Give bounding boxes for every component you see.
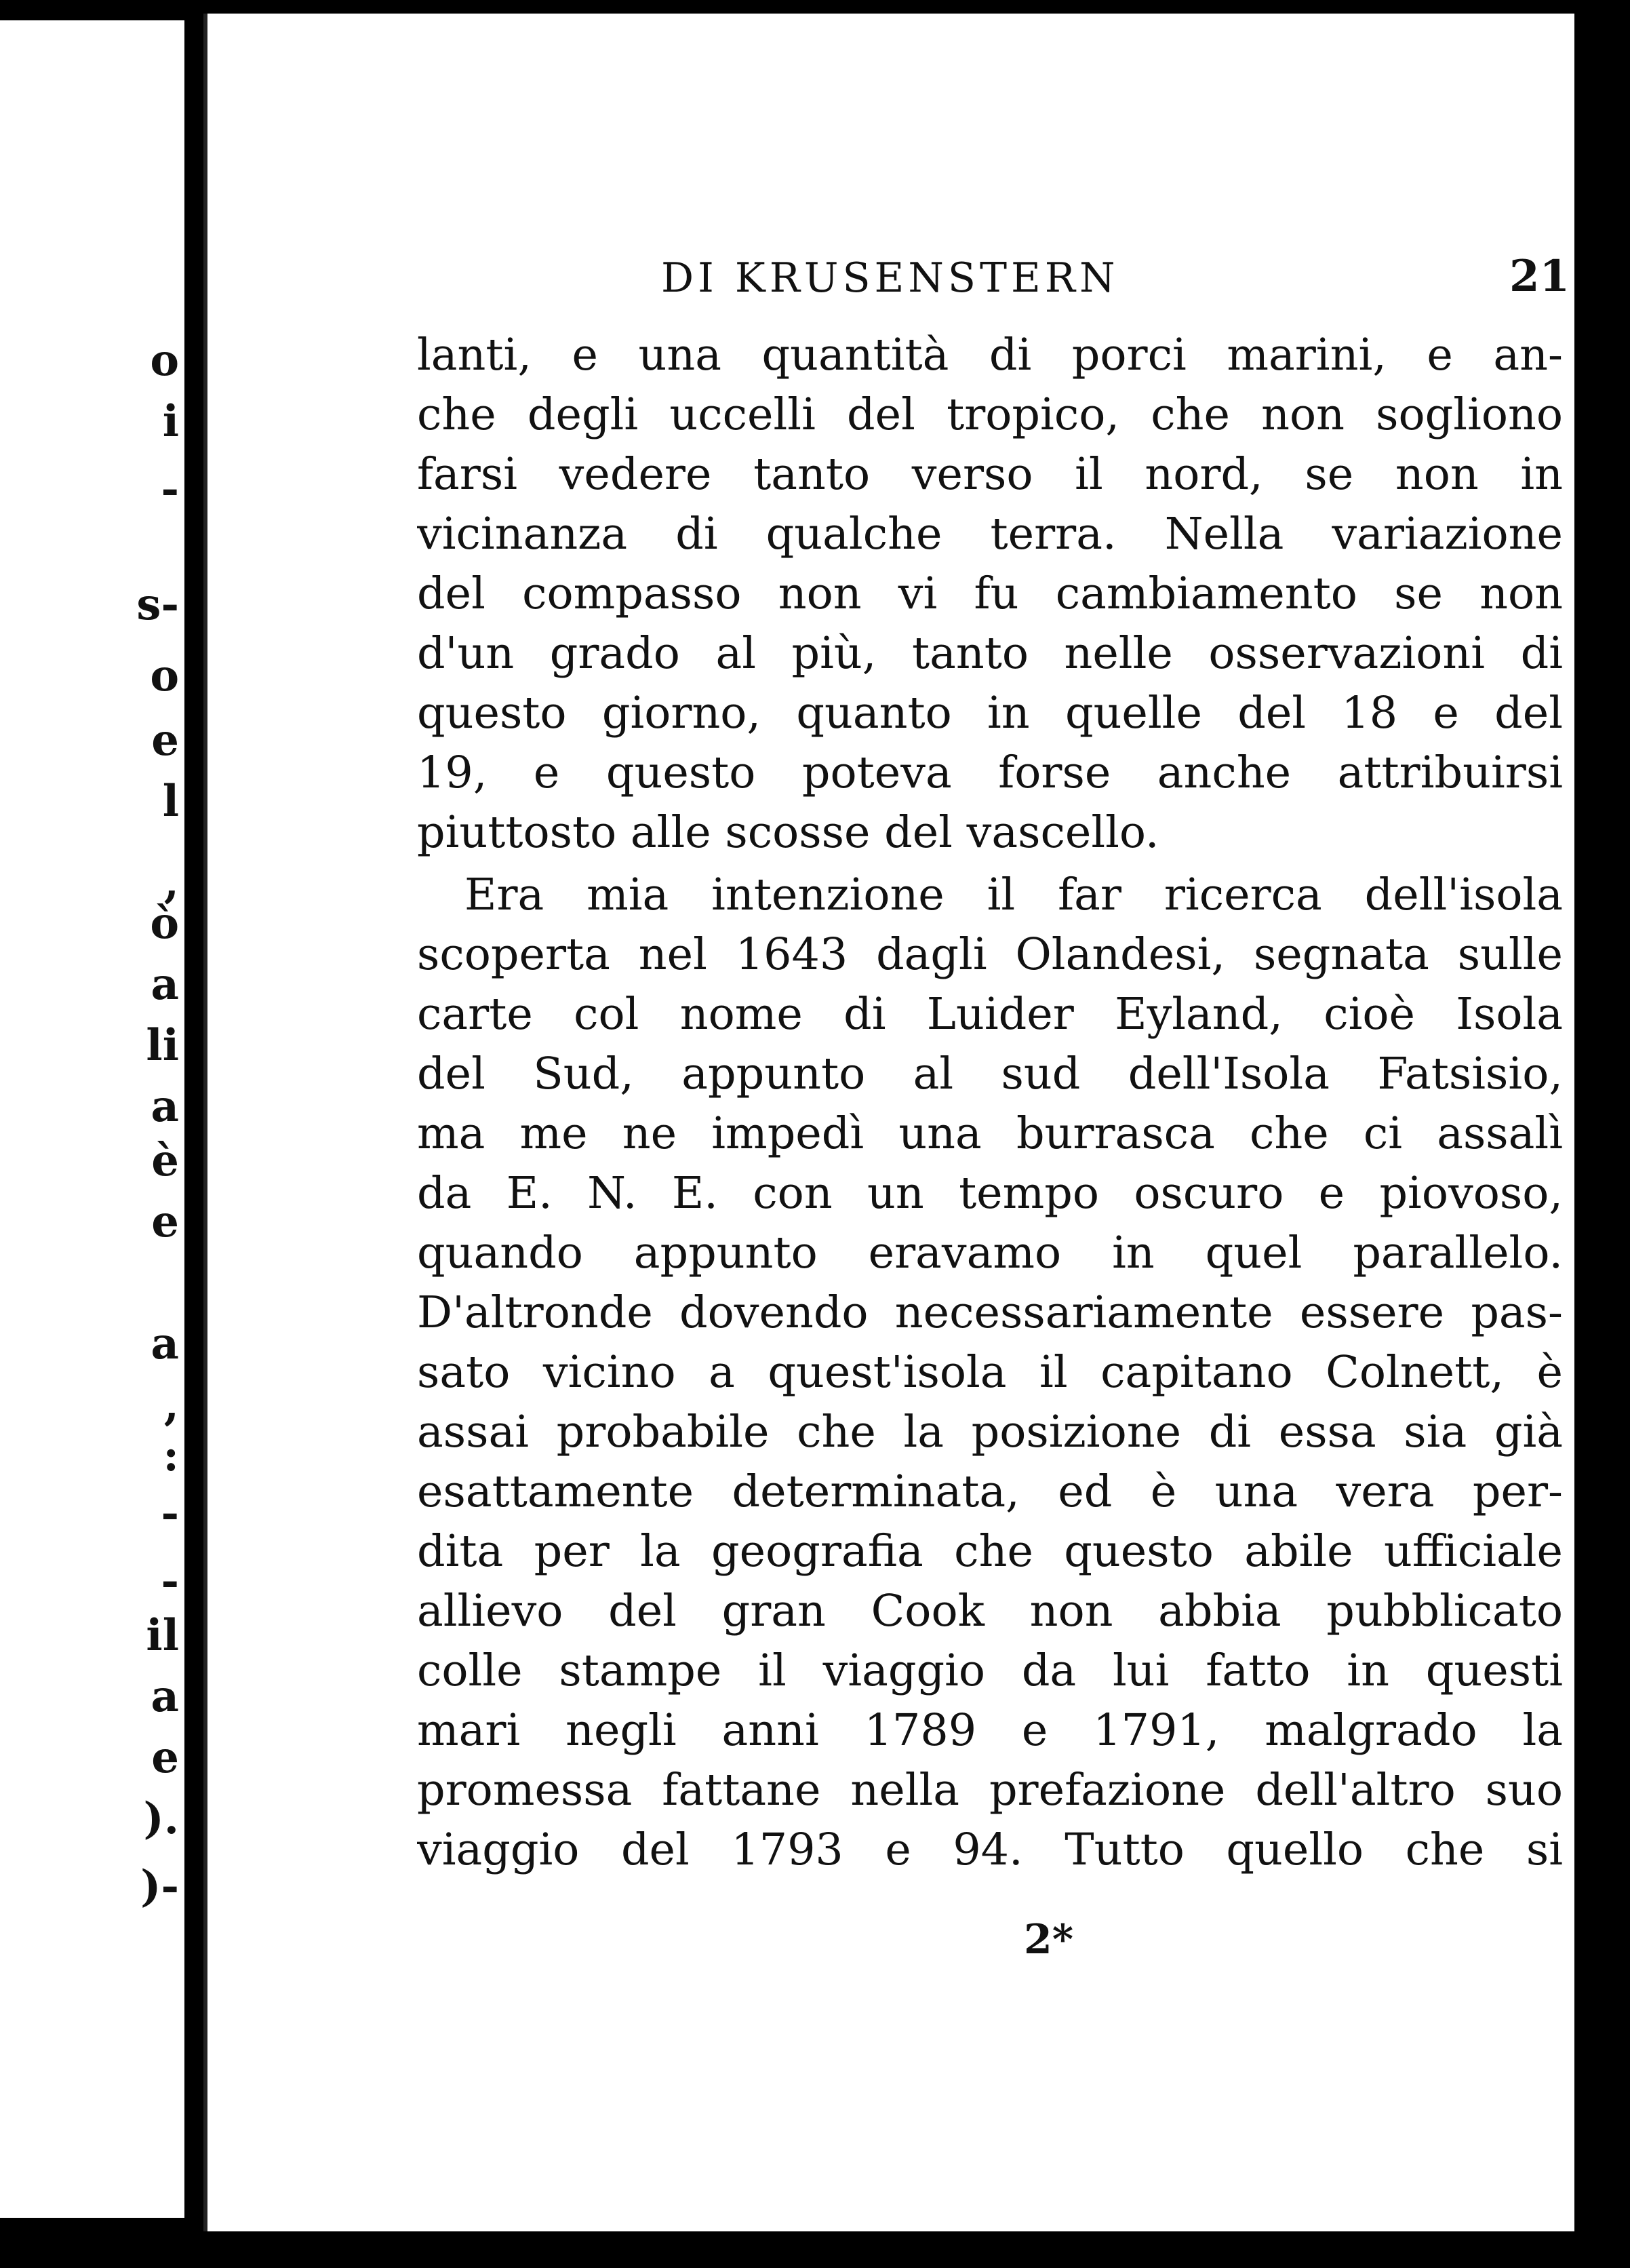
previous-page-fragment: i: [162, 396, 179, 447]
page-number: 21: [1509, 251, 1570, 302]
previous-page-fragment: il: [146, 1610, 179, 1661]
text-line: scoperta nel 1643 dagli Olandesi, segnata sulle: [417, 929, 1563, 980]
previous-page-fragment: -: [161, 464, 179, 515]
text-line: del compasso non vi fu cambiamento se non: [417, 568, 1563, 619]
text-line: sato vicino a quest'isola il capitano Colnett, è: [417, 1347, 1563, 1398]
previous-page-fragment: li: [146, 1020, 179, 1071]
book-page: [203, 14, 1574, 2231]
text-line: promessa fattane nella prefazione dell'altro suo: [417, 1765, 1563, 1816]
text-line: vicinanza di qualche terra. Nella variazione: [417, 509, 1563, 560]
previous-page-fragment: o: [150, 335, 179, 386]
text-line: quando appunto eravamo in quel parallelo.: [417, 1228, 1563, 1278]
previous-page-fragment: o: [150, 650, 179, 701]
text-line: da E. N. E. con un tempo oscuro e piovoso,: [417, 1168, 1563, 1219]
text-line: allievo del gran Cook non abbia pubblicato: [417, 1586, 1563, 1637]
previous-page-fragment: s-: [136, 579, 179, 630]
previous-page-fragment: ).: [143, 1793, 179, 1844]
previous-page-edge: [0, 20, 184, 2218]
text-line: dita per la geografia che questo abile ufficiale: [417, 1526, 1563, 1577]
text-line: lanti, e una quantità di porci marini, e an-: [417, 330, 1563, 380]
previous-page-fragment: ,: [163, 1380, 179, 1430]
previous-page-fragment: ò: [150, 898, 179, 949]
previous-page-fragment: è: [151, 1135, 179, 1186]
text-line: esattamente determinata, ed è una vera per-: [417, 1466, 1563, 1517]
previous-page-fragment: -: [161, 1488, 179, 1539]
text-line: viaggio del 1793 e 94. Tutto quello che si: [417, 1824, 1563, 1875]
text-line: del Sud, appunto al sud dell'Isola Fatsisio,: [417, 1049, 1563, 1099]
previous-page-fragment: )-: [140, 1861, 179, 1912]
signature-mark: 2*: [1024, 1916, 1074, 1963]
previous-page-fragment: e: [151, 1196, 179, 1247]
previous-page-fragment: e: [151, 1732, 179, 1783]
text-line: Era mia intenzione il far ricerca dell'isola: [464, 869, 1563, 920]
previous-page-fragment: e: [151, 715, 179, 766]
text-line: 19, e questo poteva forse anche attribuirsi: [417, 747, 1563, 798]
text-line: ma me ne impedì una burrasca che ci assalì: [417, 1108, 1563, 1159]
text-line: d'un grado al più, tanto nelle osservazioni di: [417, 628, 1563, 679]
previous-page-fragment: a: [151, 1318, 179, 1369]
text-line: piuttosto alle scosse del vascello.: [417, 807, 1159, 858]
previous-page-fragment: :: [163, 1430, 179, 1481]
previous-page-fragment: a: [151, 959, 179, 1010]
text-line: mari negli anni 1789 e 1791, malgrado la: [417, 1705, 1563, 1756]
text-line: D'altronde dovendo necessariamente essere pas-: [417, 1287, 1563, 1338]
running-head: DI KRUSENSTERN: [661, 254, 1119, 302]
text-line: questo giorno, quanto in quelle del 18 e del: [417, 688, 1563, 739]
text-line: carte col nome di Luider Eyland, cioè Isola: [417, 989, 1563, 1040]
text-line: assai probabile che la posizione di essa sia già: [417, 1407, 1563, 1458]
previous-page-line-endings: [138, 20, 179, 2218]
previous-page-fragment: l: [162, 776, 179, 827]
previous-page-fragment: ,: [163, 857, 179, 908]
text-line: farsi vedere tanto verso il nord, se non in: [417, 449, 1563, 500]
page-header: [661, 251, 1570, 315]
previous-page-fragment: -: [161, 1556, 179, 1607]
text-line: colle stampe il viaggio da lui fatto in questi: [417, 1645, 1563, 1696]
page-body-text: [417, 326, 1563, 1880]
text-line: che degli uccelli del tropico, che non sogliono: [417, 389, 1563, 440]
previous-page-fragment: a: [151, 1081, 179, 1132]
previous-page-fragment: a: [151, 1671, 179, 1722]
